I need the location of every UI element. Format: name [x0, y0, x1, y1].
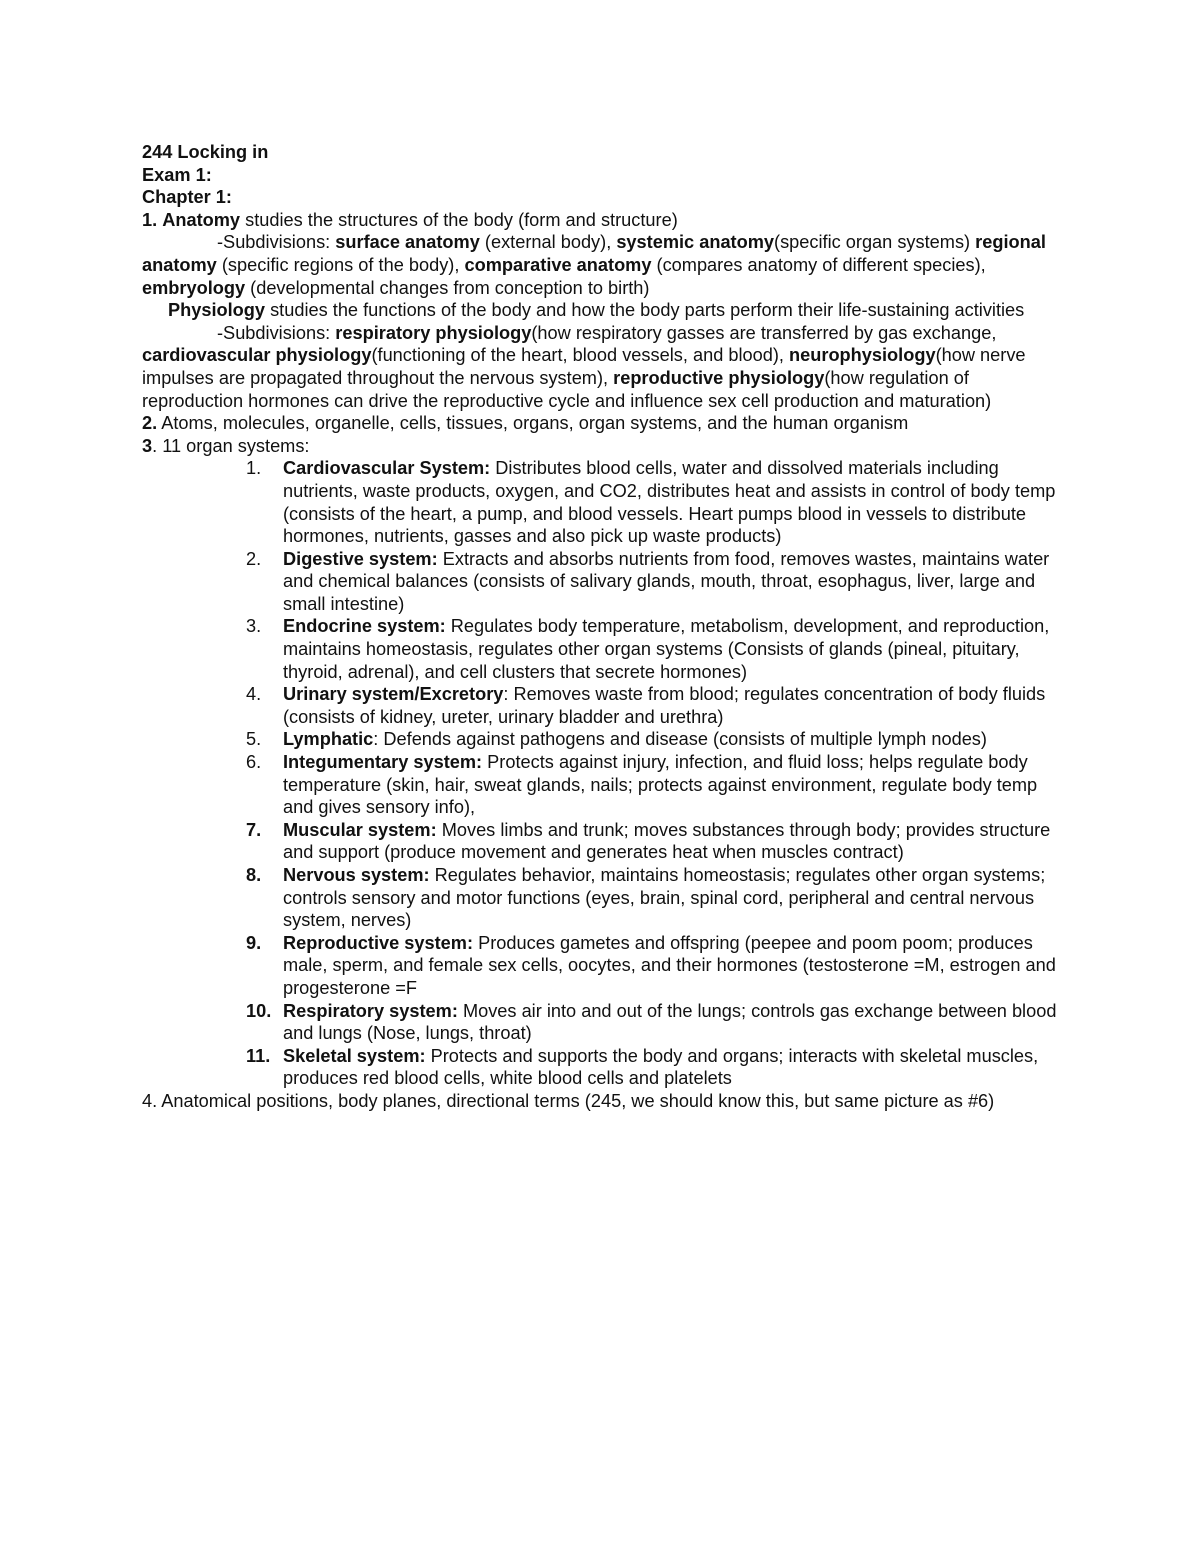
term-reproductive-physiology: reproductive physiology — [613, 367, 825, 388]
list-item-number: 6. — [246, 752, 262, 773]
item-3-number: 3 — [142, 435, 153, 456]
item-4-anatomical-positions: 4. Anatomical positions, body planes, directional terms (245, we should know this, but same picture as #6) — [142, 1090, 995, 1111]
item-2-levels — [142, 412, 1060, 435]
term-systemic-anatomy: systemic anatomy — [616, 232, 775, 253]
item-2-text: Atoms, molecules, organelle, cells, tissues, organs, organ systems, and the human organism — [157, 413, 909, 434]
system-name: Integumentary system: — [283, 752, 483, 773]
desc-cardiovascular-physiology: (functioning of the heart, blood vessels, and blood), — [371, 345, 790, 366]
system-name: Nervous system: — [283, 865, 430, 885]
list-item-number: 8. — [246, 865, 262, 885]
list-item-number: 3. — [246, 616, 262, 637]
desc-comparative-anatomy: (compares anatomy of different species), — [651, 254, 986, 275]
doc-title: 244 Locking in — [142, 142, 269, 162]
system-description: : Removes waste from blood; regulates concentration of body fluids (consists of kidney, ureter, urinary bladder and urethra) — [283, 684, 1046, 727]
list-item — [142, 457, 1060, 547]
list-item — [142, 1045, 1060, 1090]
system-name: Lymphatic — [283, 729, 374, 750]
system-name: Respiratory system: — [283, 1000, 458, 1021]
list-item — [142, 1000, 1060, 1045]
desc-systemic-anatomy: (specific organ systems) — [774, 232, 976, 253]
list-item — [142, 932, 1060, 1000]
system-description: Regulates behavior, maintains homeostasis; regulates other organ systems; controls sensory and motor functions (eyes, brain, spinal cord, peripheral and central nervous system, nerves) — [283, 865, 1046, 931]
item-2-number: 2. — [142, 413, 158, 434]
exam-heading: Exam 1: — [142, 164, 212, 185]
desc-regional-anatomy: (specific regions of the body), — [216, 254, 465, 275]
list-item — [142, 683, 1060, 728]
anatomy-term: Anatomy — [162, 209, 241, 230]
desc-reproductive-physiology: (how regulation of reproduction hormones can drive the reproductive cycle and influence sex cell production and maturation) — [142, 367, 992, 411]
system-description: Moves air into and out of the lungs; controls gas exchange between blood and lungs (Nose, lungs, throat) — [283, 1000, 1057, 1044]
desc-surface-anatomy: (external body), — [479, 232, 617, 253]
item-1-anatomy — [142, 209, 1060, 232]
system-description: : Defends against pathogens and disease (consists of multiple lymph nodes) — [373, 729, 987, 750]
system-description: Produces gametes and offspring (peepee and poom poom; produces male, sperm, and female sex cells, oocytes, and their hormones (testosterone =M, estrogen and progesterone =F — [283, 932, 1056, 998]
list-item — [142, 819, 1060, 864]
list-item-number: 5. — [246, 729, 262, 750]
physiology-subdivisions — [142, 322, 1060, 412]
list-item — [142, 864, 1060, 932]
physiology-definition-line — [142, 299, 1060, 322]
system-name: Urinary system/Excretory — [283, 684, 504, 705]
system-name: Digestive system: — [283, 548, 438, 569]
system-description: Distributes blood cells, water and dissolved materials including nutrients, waste products, oxygen, and CO2, distributes heat and assists in control of body temp (consists of the heart, a pump, and blood vessels. Heart pumps blood in vessels to distribute hormones, nutrients, gasses and also pick up waste products) — [283, 458, 1056, 547]
system-description: Protects and supports the body and organs; interacts with skeletal muscles, produces red blood cells, white blood cells and platelets — [283, 1045, 1039, 1089]
term-comparative-anatomy: comparative anatomy — [464, 254, 652, 275]
system-name: Cardiovascular System: — [283, 458, 491, 479]
system-description: Protects against injury, infection, and fluid loss; helps regulate body temperature (skin, hair, sweat glands, nails; protects against environment, regulate body temp and gives sensory info), — [283, 752, 1038, 818]
list-item — [142, 751, 1060, 819]
chapter-heading: Chapter 1: — [142, 187, 232, 208]
system-description: Moves limbs and trunk; moves substances through body; provides structure and support (produce movement and generates heat when muscles contract) — [283, 819, 1051, 863]
term-respiratory-physiology: respiratory physiology — [335, 322, 532, 343]
anatomy-subdivisions — [142, 231, 1060, 299]
list-item-number: 7. — [246, 819, 262, 840]
list-item — [142, 615, 1060, 683]
list-item — [142, 548, 1060, 616]
physiology-term: Physiology — [168, 300, 266, 321]
term-embryology: embryology — [142, 277, 246, 298]
desc-neurophysiology: (how nerve impulses are propagated throughout the nervous system), — [142, 345, 1026, 388]
item-3-text: . 11 organ systems: — [152, 435, 310, 456]
item-3-organ-systems — [142, 435, 1060, 458]
list-item — [142, 728, 1060, 751]
system-name: Skeletal system: — [283, 1045, 426, 1066]
system-description: Regulates body temperature, metabolism, development, and reproduction, maintains homeostasis, regulates other organ systems (Consists of glands (pineal, pituitary, thyroid, adrenal), and cell clusters that secrete hormones) — [283, 616, 1050, 682]
system-name: Muscular system: — [283, 819, 437, 840]
item-1-number: 1. — [142, 209, 158, 230]
system-description: Extracts and absorbs nutrients from food, removes wastes, maintains water and chemical balances (consists of salivary glands, mouth, throat, esophagus, liver, large and small intestine) — [283, 548, 1050, 614]
term-cardiovascular-physiology: cardiovascular physiology — [142, 345, 372, 366]
document-page — [142, 141, 1060, 1113]
list-item-number: 4. — [246, 684, 262, 705]
list-item-number: 10. — [246, 1000, 272, 1021]
desc-embryology: (developmental changes from conception to birth) — [245, 277, 650, 298]
list-item-number: 1. — [246, 458, 262, 479]
term-surface-anatomy: surface anatomy — [335, 232, 480, 253]
list-item-number: 2. — [246, 548, 262, 569]
subdivisions-lead: -Subdivisions: — [217, 232, 336, 253]
list-item-number: 11. — [246, 1045, 271, 1066]
organ-system-list — [142, 457, 1060, 1090]
physiology-subdivisions-lead: -Subdivisions: — [217, 322, 336, 343]
list-item-number: 9. — [246, 932, 262, 953]
physiology-definition: studies the functions of the body and how the body parts perform their life-sustaining activities — [265, 300, 1025, 321]
system-name: Reproductive system: — [283, 932, 474, 953]
term-neurophysiology: neurophysiology — [789, 345, 936, 366]
term-regional-anatomy: regional anatomy — [142, 232, 1046, 275]
system-name: Endocrine system: — [283, 616, 446, 637]
desc-respiratory-physiology: (how respiratory gasses are transferred by gas exchange, — [531, 322, 997, 343]
anatomy-definition: studies the structures of the body (form and structure) — [240, 209, 678, 230]
